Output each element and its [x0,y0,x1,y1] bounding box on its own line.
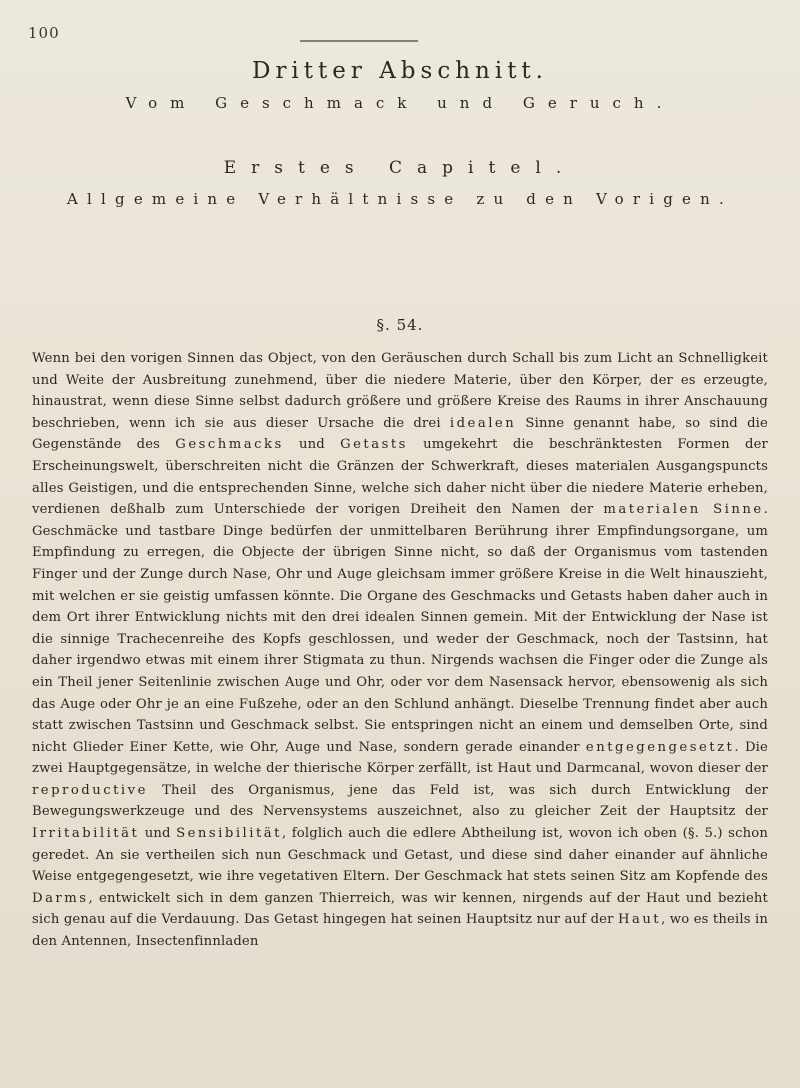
text-run: und [283,437,341,453]
emphasis-run: idealen [449,415,517,431]
chapter-title: Erstes Capitel. [223,158,577,178]
emphasis-run: entgegengesetzt [585,739,735,755]
chapter-subtitle: Allgemeine Verhältnisse zu den Vorigen. [67,190,733,208]
paragraph-number: §. 54. [376,316,424,334]
text-run: . Geschmäcke und tastbare Dinge bedürfen der unmittelbaren Berührung ihrer Empfindungsorgane, um Empfindung zu erregen, die Objecte der übrigen Sinne nicht, so daß der Organismus vom tastenden Finger und der Zunge durch Nase, Ohr und Auge gleichsam immer größere Kreise in die Welt hinauszieht, mit welchen er sie geistig umfassen könnte. Die Organe des Geschmacks und Getasts haben daher auch in dem Ort ihrer Entwicklung nichts mit den drei idealen Sinnen gemein. Mit der Entwicklung der Nase ist die sinnige Trachecenreihe des Kopfs geschlossen, und weder der Geschmack, noch der Tastsinn, hat daher irgendwo etwas mit einem ihrer Stigmata zu thun. Nirgends wachsen die Finger oder die Zunge als ein Theil jener Seitenlinie zwischen Auge und Ohr, oder vor dem Nasensack hervor, ebensowenig als sich das Auge oder Ohr je an eine Fußzehe, oder an den Schlund anhängt. Dieselbe Trennung findet aber auch statt zwischen Tastsinn und Geschmack selbst. Sie entspringen nicht an einem und demselben Orte, sind nicht Glieder Einer Kette, wie Ohr, Auge und Nase, sondern gerade einander [32,502,769,755]
emphasis-run: Darms [32,890,89,906]
emphasis-run: Getasts [340,437,408,453]
emphasis-run: Irritabilität [32,826,140,842]
text-run: umgekehrt die beschränktesten Formen der Erscheinungswelt, überschreiten nicht die Gränzen der Schwerkraft, dieses materialen Ausgangspuncts alles Geistigen, und die entsprechenden Sinne, welche sich daher nicht über die niedere Materie erheben, verdienen deßhalb zum Unterschiede der vorigen Dreiheit den Namen der [32,437,768,518]
body-paragraph [32,348,768,953]
text-run: . Die zwei Hauptgegensätze, in welche der thierische Körper zerfällt, ist Haut und Darmcanal, wovon dieser der [32,739,769,777]
section-subtitle: Vom Geschmack und Geruch. [125,94,675,112]
text-run: , entwickelt sich in dem ganzen Thierreich, was wir kennen, nirgends auf der Haut und bezieht sich genau auf die Verdauung. Das Getast hingegen hat seinen Hauptsitz nur auf der [32,890,768,928]
emphasis-run: Haut [617,912,662,928]
text-run: Theil des Organismus, jene das Feld ist, was sich durch Entwicklung der Bewegungswerkzeuge und des Nervensystems auszeichnet, also zu gleicher Zeit der Hauptsitz der [32,782,768,820]
header-rule [300,40,418,42]
emphasis-run: Sensibilität [176,826,282,842]
text-run: , folglich auch die edlere Abtheilung ist, wovon ich oben (§. 5.) schon geredet. An sie vertheilen sich nun Geschmack und Getast, und diese sind daher einander auf ähnliche Weise entgegengesetzt, wie ihre vegetativen Eltern. Der Geschmack hat stets seinen Sitz am Kopfende des [32,826,768,885]
text-run: , wo es theils in den Antennen, Insectenfinnladen [32,912,768,950]
text-run: Wenn bei den vorigen Sinnen das Object, von den Geräuschen durch Schall bis zum Licht an Schnelligkeit und Weite der Ausbreitung zunehmend, über die niedere Materie, über den Körper, der es erzeugte, hinaustrat, wenn diese Sinne selbst dadurch größere und größere Kreise des Raums in ihrer Anschauung beschrieben, wenn ich sie aus dieser Ursache die drei [32,351,768,431]
emphasis-run: reproductive [32,782,148,798]
section-title: Dritter Abschnitt. [252,58,548,84]
text-run: und [139,826,177,842]
emphasis-run: Geschmacks [175,437,284,453]
emphasis-run: materialen Sinne [603,502,764,518]
page-number: 100 [28,24,60,42]
text-run: Sinne genannt habe, so sind die Gegenstände des [32,415,768,453]
